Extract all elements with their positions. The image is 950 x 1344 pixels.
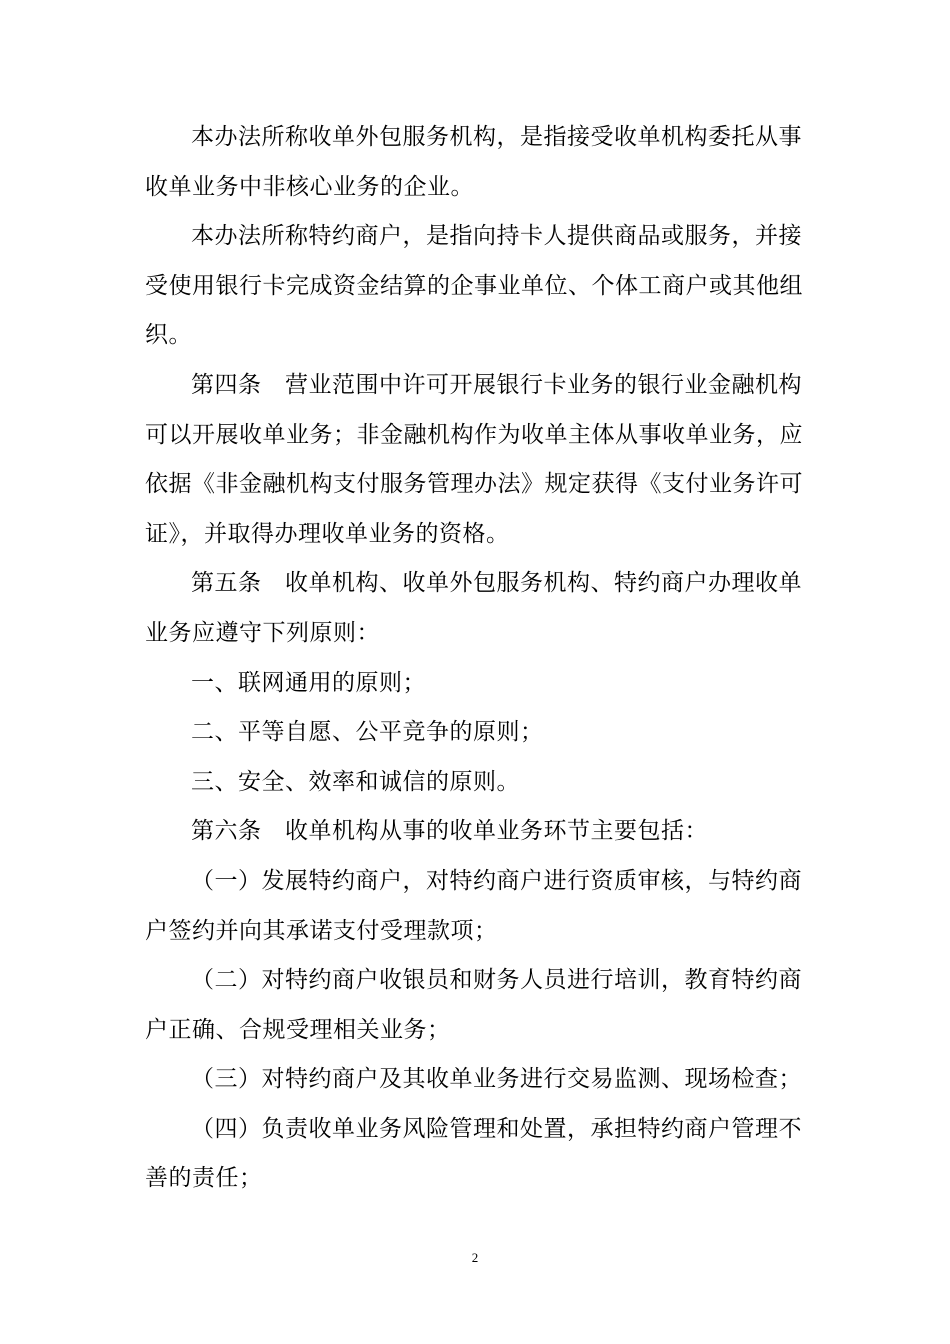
paragraph-item-1: （一）发展特约商户，对特约商户进行资质审核，与特约商户签约并向其承诺支付受理款项；	[145, 867, 802, 944]
paragraph-article-6: 第六条 收单机构从事的收单业务环节主要包括：	[191, 818, 708, 845]
paragraph-principle-3: 三、安全、效率和诚信的原则。	[191, 768, 520, 795]
paragraph-item-4: （四）负责收单业务风险管理和处置，承担特约商户管理不善的责任；	[145, 1115, 802, 1192]
paragraph-outsourcing-definition: 本办法所称收单外包服务机构，是指接受收单机构委托从事收单业务中非核心业务的企业。	[145, 124, 802, 200]
document-body	[145, 113, 811, 1204]
paragraph-principle-1: 一、联网通用的原则；	[191, 669, 426, 696]
paragraph-article-5: 第五条 收单机构、收单外包服务机构、特约商户办理收单业务应遵守下列原则：	[145, 570, 802, 646]
paragraph-article-4: 第四条 营业范围中许可开展银行卡业务的银行业金融机构可以开展收单业务；非金融机构作为收单主体从事收单业务，应依据《非金融机构支付服务管理办法》规定获得《支付业务许可证》，并取得办理收单业务的资格。	[145, 371, 803, 547]
paragraph-item-2: （二）对特约商户收银员和财务人员进行培训，教育特约商户正确、合规受理相关业务；	[145, 967, 802, 1043]
paragraph-item-3: （三）对特约商户及其收单业务进行交易监测、现场检查；	[191, 1066, 802, 1093]
paragraph-principle-2: 二、平等自愿、公平竞争的原则；	[191, 719, 544, 746]
paragraph-merchant-definition: 本办法所称特约商户，是指向持卡人提供商品或服务，并接受使用银行卡完成资金结算的企事业单位、个体工商户或其他组织。	[145, 223, 803, 349]
page-number: 2	[471, 1250, 479, 1265]
